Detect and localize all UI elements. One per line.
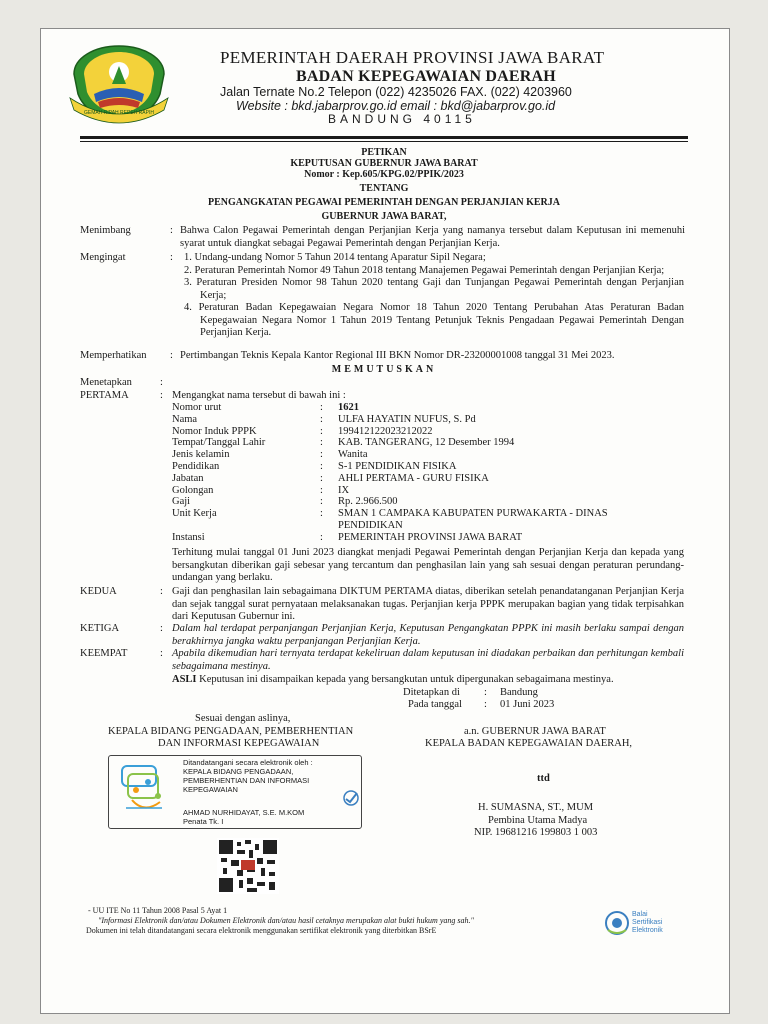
right-sign-nip: NIP. 19681216 199803 1 003 bbox=[474, 827, 598, 838]
doc-keputusan: KEPUTUSAN GUBERNUR JAWA BARAT bbox=[290, 158, 478, 169]
left-sign-title2: DAN INFORMASI KEPEGAWAIAN bbox=[158, 738, 320, 749]
employee-detail-row bbox=[172, 496, 692, 508]
footer-esign-note: Dokumen ini telah ditandatangani secara elektronik menggunakan sertifikat elektronik yang diterbitkan BSrE bbox=[86, 926, 437, 935]
menimbang-text: Bahwa Calon Pegawai Pemerintah dengan Perjanjian Kerja yang namanya tersebut dalam Keputusan ini memenuhi syarat untuk diangkat sebagai Pegawai Pemerintah dengan Perjanjian Kerja. bbox=[180, 225, 685, 249]
mengingat-label: Mengingat bbox=[80, 252, 126, 263]
detail-colon: : bbox=[320, 496, 323, 508]
footer-law-ref: - UU ITE No 11 Tahun 2008 Pasal 5 Ayat 1 bbox=[88, 906, 228, 915]
employee-detail-row bbox=[172, 520, 692, 532]
employee-detail-row bbox=[172, 414, 692, 426]
detail-colon: : bbox=[320, 472, 323, 484]
detail-colon: : bbox=[320, 413, 323, 425]
detail-value: SMAN 1 CAMPAKA KABUPATEN PURWAKARTA - DINAS bbox=[338, 508, 608, 520]
ditetapkan-tgl-label: Pada tanggal bbox=[408, 699, 462, 710]
memperhatikan-label: Memperhatikan bbox=[80, 350, 147, 361]
mengingat-item: 4. Peraturan Badan Kepegawaian Negara Nomor 18 Tahun 2020 Tentang Perubahan Atas Peraturan Badan Kepegawaian Negara Nomor 1 Tahun 2019 Tentang Petunjuk Teknis Pengadaan Pegawai Pemerintah Dengan Perjanjian Kerja. bbox=[184, 302, 684, 338]
detail-colon: : bbox=[320, 484, 323, 496]
asli-text: Keputusan ini disampaikan kepada yang bersangkutan untuk dipergunakan sebagaimana mestinya. bbox=[196, 674, 614, 685]
employee-detail-row bbox=[172, 449, 692, 461]
header-divider-thin bbox=[80, 141, 688, 142]
colon: : bbox=[160, 586, 163, 597]
detail-value: IX bbox=[338, 484, 350, 496]
colon: : bbox=[170, 225, 173, 236]
ditetapkan-tgl-value: 01 Juni 2023 bbox=[500, 699, 555, 710]
detail-value: 199412122023212022 bbox=[338, 425, 433, 437]
sesuai-aslinya: Sesuai dengan aslinya, bbox=[195, 713, 291, 724]
employee-detail-row bbox=[172, 461, 692, 473]
detail-value: Rp. 2.966.500 bbox=[338, 496, 398, 508]
signer-rank: Penata Tk. I bbox=[183, 817, 224, 826]
pertama-closing: Terhitung mulai tanggal 01 Juni 2023 diangkat menjadi Pegawai Pemerintah dengan Perjanjian Kerja dan kepada yang bersangkutan diberikan gaji sebesar yang tercantum dan penghasilan lain yang sah sesuai dengan peraturan perundang-undangan yang berlaku. bbox=[172, 547, 684, 583]
colon: : bbox=[170, 350, 173, 361]
detail-colon: : bbox=[320, 402, 323, 413]
doc-tentang: TENTANG bbox=[359, 183, 409, 194]
west-java-emblem-logo bbox=[64, 44, 174, 124]
signature-box-line: KEPEGAWAIAN bbox=[183, 785, 238, 794]
pertama-label: PERTAMA bbox=[80, 390, 129, 401]
svg-text:GEMAH RIPAH REPEH RAPIH: GEMAH RIPAH REPEH RAPIH bbox=[84, 110, 154, 116]
signature-box-text bbox=[183, 758, 313, 794]
right-sign-ttd: ttd bbox=[537, 773, 550, 784]
bsre-label-line: Elektronik bbox=[632, 927, 663, 934]
header-website-email: Website : bkd.jabarprov.go.id email : bkd@jabarprov.go.id bbox=[236, 99, 556, 113]
mengingat-item: 2. Peraturan Pemerintah Nomor 49 Tahun 2018 tentang Manajemen Pegawai Pemerintah dengan Perjanjian Kerja; bbox=[184, 264, 665, 276]
header-agency-name: BADAN KEPEGAWAIAN DAERAH bbox=[296, 68, 556, 85]
ditetapkan-di-label: Ditetapkan di bbox=[403, 687, 460, 698]
detail-key: Unit Kerja bbox=[172, 508, 217, 520]
menetapkan-label: Menetapkan bbox=[80, 377, 132, 388]
detail-value: 1621 bbox=[338, 402, 359, 413]
bsre-label-line: Sertifikasi bbox=[632, 919, 663, 926]
asli-bold: ASLI bbox=[172, 674, 197, 685]
detail-value: KAB. TANGERANG, 12 Desember 1994 bbox=[338, 437, 515, 449]
bsre-signature-icon bbox=[114, 760, 174, 822]
header-divider-thick bbox=[80, 136, 688, 139]
detail-key: Instansi bbox=[172, 531, 205, 543]
menimbang-label: Menimbang bbox=[80, 225, 131, 236]
detail-key: Nama bbox=[172, 413, 198, 425]
right-sign-an: a.n. GUBERNUR JAWA BARAT bbox=[464, 726, 606, 737]
left-sign-title1: KEPALA BIDANG PENGADAAN, PEMBERHENTIAN bbox=[108, 726, 354, 737]
detail-key: Nomor urut bbox=[172, 402, 222, 413]
detail-colon: : bbox=[320, 531, 323, 543]
doc-nomor: Nomor : Kep.605/KPG.02/PPIK/2023 bbox=[304, 169, 464, 180]
signature-box-signer bbox=[183, 808, 304, 826]
detail-colon: : bbox=[320, 437, 323, 449]
doc-petikan: PETIKAN bbox=[361, 147, 407, 158]
employee-detail-row bbox=[172, 437, 692, 449]
detail-colon: : bbox=[320, 449, 323, 461]
employee-detail-row bbox=[172, 508, 692, 520]
signature-box-line: Ditandatangani secara elektronik oleh : bbox=[183, 758, 313, 767]
asli-statement bbox=[172, 674, 614, 686]
kedua-text: Gaji dan penghasilan lain sebagaimana DIKTUM PERTAMA diatas, diberikan setelah penandatanganan Perjanjian Kerja dan sejak tanggal surat pernyataan melaksanakan tugas. Perjanjian kerja PPPK merupakan bagian yang tidak terpisahkan dari Keputusan Gubernur ini. bbox=[172, 586, 684, 622]
detail-key: Gaji bbox=[172, 496, 191, 508]
signature-box-line: PEMBERHENTIAN DAN INFORMASI bbox=[183, 776, 310, 785]
employee-details bbox=[172, 402, 692, 544]
keempat-label: KEEMPAT bbox=[80, 648, 128, 659]
doc-gubernur: GUBERNUR JAWA BARAT, bbox=[321, 211, 447, 222]
employee-detail-row bbox=[172, 426, 692, 438]
doc-subject: PENGANGKATAN PEGAWAI PEMERINTAH DENGAN PERJANJIAN KERJA bbox=[208, 197, 560, 208]
detail-key: Tempat/Tanggal Lahir bbox=[172, 437, 266, 449]
bsre-logo-icon bbox=[604, 910, 630, 936]
ditetapkan-di-value: Bandung bbox=[500, 687, 538, 698]
detail-colon: : bbox=[320, 508, 323, 520]
colon: : bbox=[484, 699, 487, 710]
signer-name: AHMAD NURHIDAYAT, S.E. M.KOM bbox=[183, 808, 305, 817]
mengingat-item: 3. Peraturan Presiden Nomor 98 Tahun 2020 tentang Gaji dan Tunjangan Pegawai Pemerintah dengan Perjanjian Kerja; bbox=[184, 277, 684, 301]
detail-value: PEMERINTAH PROVINSI JAWA BARAT bbox=[338, 531, 523, 543]
colon: : bbox=[160, 648, 163, 659]
detail-key: Jabatan bbox=[172, 472, 204, 484]
qr-code bbox=[217, 838, 279, 894]
bsre-label-line: Balai bbox=[632, 911, 648, 918]
memutuskan-heading: MEMUTUSKAN bbox=[331, 364, 437, 375]
detail-colon: : bbox=[320, 460, 323, 472]
bsre-label bbox=[632, 911, 663, 935]
employee-detail-row bbox=[172, 485, 692, 497]
right-sign-title: KEPALA BADAN KEPEGAWAIAN DAERAH, bbox=[425, 738, 633, 749]
detail-key: Jenis kelamin bbox=[172, 449, 230, 461]
mengingat-item: 1. Undang-undang Nomor 5 Tahun 2014 tentang Aparatur Sipil Negara; bbox=[184, 252, 486, 263]
detail-key: Pendidikan bbox=[172, 460, 220, 472]
bsre-check-icon bbox=[340, 789, 362, 807]
ketiga-text: Dalam hal terdapat perpanjangan Perjanjian Kerja, Keputusan Pengangkatan PPPK ini masih berlaku sampai dengan berakhirnya jangka waktu perpanjangan Perjanjian Kerja. bbox=[172, 623, 684, 647]
kedua-label: KEDUA bbox=[80, 586, 117, 597]
ketiga-label: KETIGA bbox=[80, 623, 120, 634]
detail-colon: : bbox=[320, 425, 323, 437]
employee-detail-row bbox=[172, 473, 692, 485]
detail-key: Nomor Induk PPPK bbox=[172, 425, 257, 437]
header-address: Jalan Ternate No.2 Telepon (022) 4235026 FAX. (022) 4203960 bbox=[220, 85, 572, 99]
colon: : bbox=[160, 390, 163, 401]
colon: : bbox=[170, 252, 173, 263]
colon: : bbox=[160, 623, 163, 634]
memperhatikan-text: Pertimbangan Teknis Kepala Kantor Regional III BKN Nomor DR-23200001008 tanggal 31 Mei 2023. bbox=[180, 350, 615, 361]
employee-detail-row bbox=[172, 532, 692, 544]
header-government-name: PEMERINTAH DAERAH PROVINSI JAWA BARAT bbox=[220, 48, 605, 67]
detail-value: PENDIDIKAN bbox=[338, 519, 403, 531]
signature-box-line: KEPALA BIDANG PENGADAAN, bbox=[183, 767, 294, 776]
right-sign-name: H. SUMASNA, ST., MUM bbox=[478, 802, 594, 813]
right-sign-rank: Pembina Utama Madya bbox=[488, 815, 588, 826]
detail-value: ULFA HAYATIN NUFUS, S. Pd bbox=[338, 413, 476, 425]
keempat-text: Apabila dikemudian hari ternyata terdapat kekeliruan dalam keputusan ini diadakan perbaikan dan perhitungan kembali sebagaimana mestinya. bbox=[172, 648, 684, 672]
detail-key: Golongan bbox=[172, 484, 214, 496]
detail-value: S-1 PENDIDIKAN FISIKA bbox=[338, 460, 457, 472]
employee-detail-row bbox=[172, 402, 692, 414]
detail-value: AHLI PERTAMA - GURU FISIKA bbox=[338, 472, 489, 484]
detail-value: Wanita bbox=[338, 449, 368, 461]
mengingat-list bbox=[184, 252, 684, 340]
footer-law-quote: "Informasi Elektronik dan/atau Dokumen Elektronik dan/atau hasil cetaknya merupakan alat bukti hukum yang sah." bbox=[98, 916, 474, 925]
header-city: BANDUNG 40115 bbox=[328, 112, 476, 126]
pertama-intro: Mengangkat nama tersebut di bawah ini : bbox=[172, 390, 346, 401]
colon: : bbox=[160, 377, 163, 388]
qr-code-pattern bbox=[217, 838, 279, 894]
colon: : bbox=[484, 687, 487, 698]
